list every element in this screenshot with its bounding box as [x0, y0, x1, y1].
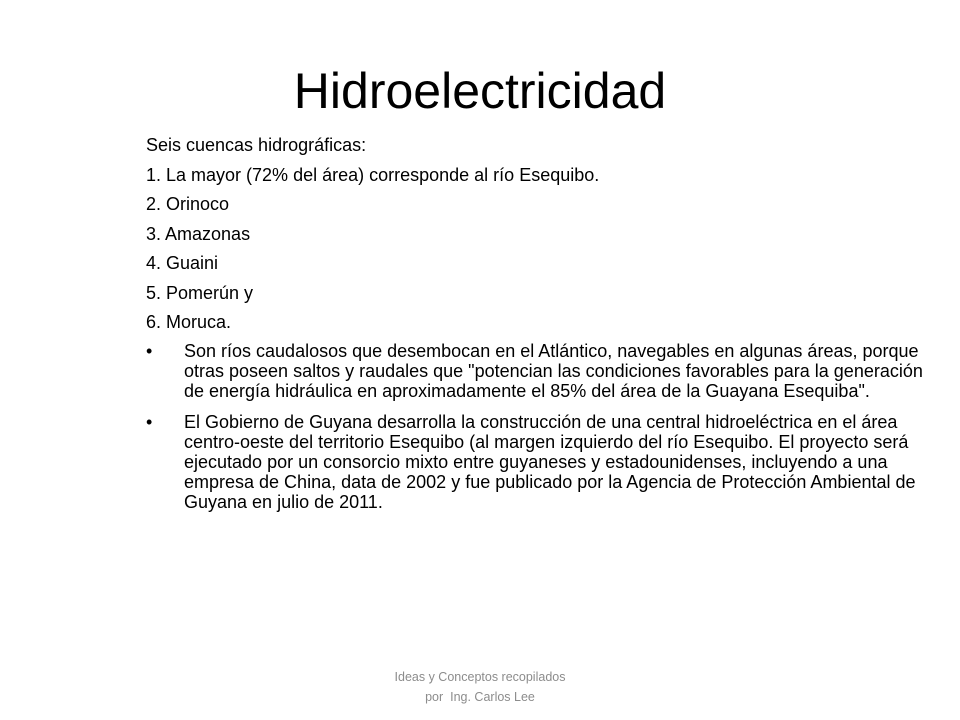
bullet-rivers	[146, 341, 926, 401]
intro-text: Seis cuencas hidrográficas:	[146, 135, 367, 155]
slide-body	[146, 134, 926, 523]
bullet-rivers-text: Son ríos caudalosos que desembocan en el Atlántico, navegables en algunas áreas, porque otras poseen saltos y raudales que "potencian las condiciones favorables para la generación de energía hidráulica en aproximadamente el 85% del área de la Guayana Esequiba".	[184, 340, 923, 401]
basin-item-6: 6. Moruca.	[146, 312, 232, 332]
basin-item-2: 2. Orinoco	[146, 194, 230, 214]
footer-line-1: Ideas y Conceptos recopilados	[394, 670, 566, 684]
basin-item-3: 3. Amazonas	[146, 223, 251, 244]
slide-title: Hidroelectricidad	[293, 63, 667, 119]
basin-item-1: 1. La mayor (72% del área) corresponde al río Esequibo.	[146, 164, 600, 185]
footer-line-2: por Ing. Carlos Lee	[425, 690, 535, 704]
bullet-government-project-text: El Gobierno de Guyana desarrolla la construcción de una central hidroeléctrica en el área centro-oeste del territorio Esequibo (al margen izquierdo del río Esequibo. El proyecto será ejecutado por un consorcio mixto entre guyaneses y estadounidenses, incluyendo a una empresa de China, data de 2002 y fue publicado por la Agencia de Protección Ambiental de Guyana en julio de 2011.	[184, 411, 916, 512]
slide-footer	[0, 667, 960, 707]
basin-item-4: 4. Guaini	[146, 253, 219, 273]
basin-item-5: 5. Pomerún y	[146, 282, 254, 303]
bullet-dot: •	[146, 340, 153, 361]
bullet-government-project	[146, 412, 926, 512]
bullet-dot: •	[146, 411, 153, 432]
